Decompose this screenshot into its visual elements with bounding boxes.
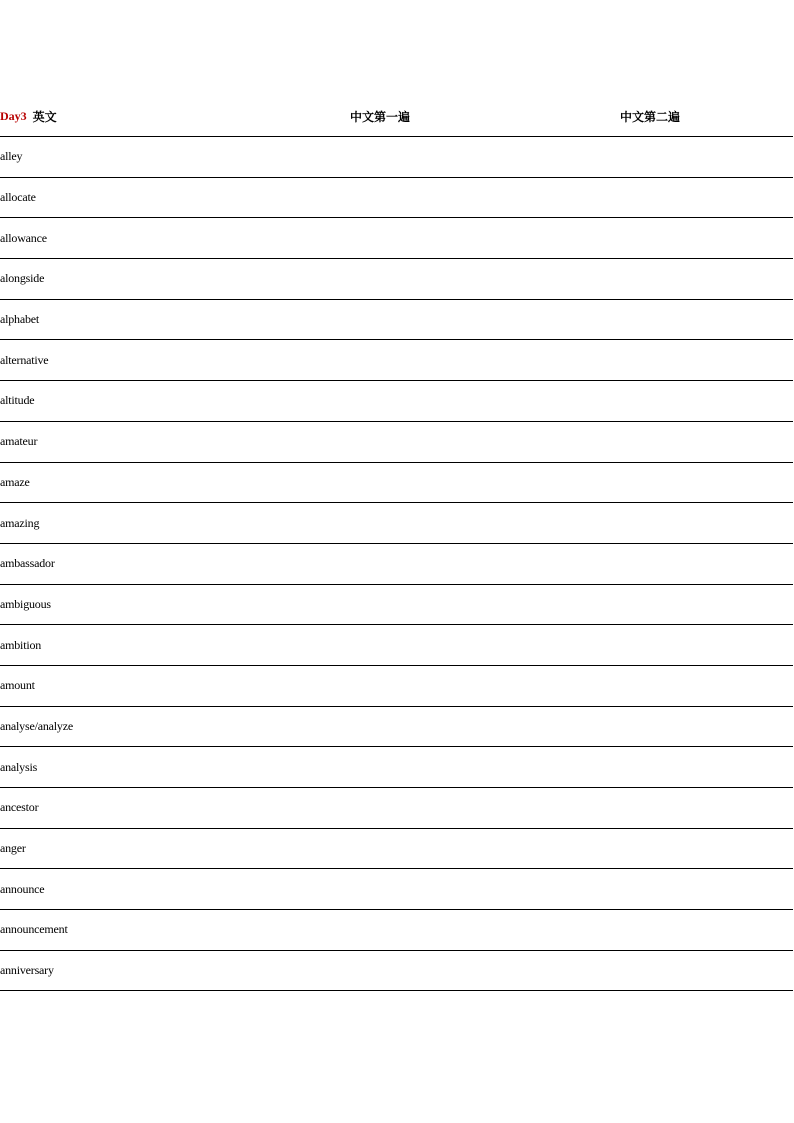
english-word: altitude: [0, 393, 35, 408]
table-row: [0, 463, 793, 504]
chinese-second-pass-cell[interactable]: [620, 137, 793, 177]
chinese-second-pass-cell[interactable]: [620, 707, 793, 747]
english-word: amazing: [0, 515, 40, 530]
chinese-second-pass-cell[interactable]: [620, 340, 793, 380]
english-word-cell: [0, 503, 350, 543]
table-row: [0, 218, 793, 259]
chinese-second-pass-cell[interactable]: [620, 951, 793, 991]
english-word-cell: [0, 137, 350, 177]
chinese-second-pass-cell[interactable]: [620, 869, 793, 909]
chinese-first-pass-cell[interactable]: [350, 585, 620, 625]
table-row: [0, 625, 793, 666]
english-word: anniversary: [0, 963, 54, 978]
english-word: ambiguous: [0, 596, 51, 611]
table-row: [0, 178, 793, 219]
english-word: ambition: [0, 637, 42, 652]
table-row: [0, 381, 793, 422]
chinese-first-pass-cell[interactable]: [350, 422, 620, 462]
english-word-cell: [0, 178, 350, 218]
chinese-first-pass-cell[interactable]: [350, 747, 620, 787]
english-word-cell: [0, 381, 350, 421]
table-row: [0, 340, 793, 381]
english-word: ambassador: [0, 556, 55, 571]
table-row: [0, 910, 793, 951]
english-word: amateur: [0, 434, 38, 449]
chinese-first-pass-cell[interactable]: [350, 503, 620, 543]
chinese-first-pass-cell[interactable]: [350, 788, 620, 828]
english-word-cell: [0, 544, 350, 584]
table-row: [0, 422, 793, 463]
chinese-first-pass-cell[interactable]: [350, 869, 620, 909]
day-label: Day3: [0, 108, 27, 123]
chinese-second-pass-label: 中文第二遍: [620, 109, 681, 124]
chinese-second-pass-cell[interactable]: [620, 625, 793, 665]
chinese-second-pass-cell[interactable]: [620, 259, 793, 299]
english-word-cell: [0, 869, 350, 909]
english-word: amount: [0, 678, 35, 693]
chinese-first-pass-cell[interactable]: [350, 218, 620, 258]
chinese-first-pass-header: [350, 96, 620, 136]
table-row: [0, 137, 793, 178]
table-header-row: [0, 96, 793, 137]
english-word: announcement: [0, 922, 68, 937]
chinese-first-pass-cell[interactable]: [350, 178, 620, 218]
chinese-first-pass-cell[interactable]: [350, 666, 620, 706]
english-word: anger: [0, 841, 26, 856]
chinese-second-pass-cell[interactable]: [620, 178, 793, 218]
chinese-first-pass-cell[interactable]: [350, 340, 620, 380]
english-word: analyse/analyze: [0, 718, 73, 733]
chinese-first-pass-cell[interactable]: [350, 381, 620, 421]
english-word: alley: [0, 149, 23, 164]
chinese-second-pass-header: [620, 96, 793, 136]
chinese-second-pass-cell[interactable]: [620, 585, 793, 625]
english-word-cell: [0, 788, 350, 828]
table-row: [0, 747, 793, 788]
chinese-second-pass-cell[interactable]: [620, 422, 793, 462]
table-row: [0, 951, 793, 992]
english-word: ancestor: [0, 800, 39, 815]
chinese-second-pass-cell[interactable]: [620, 218, 793, 258]
table-row: [0, 869, 793, 910]
chinese-second-pass-cell[interactable]: [620, 829, 793, 869]
english-word-cell: [0, 666, 350, 706]
word-list: [0, 137, 793, 991]
table-row: [0, 300, 793, 341]
chinese-first-pass-cell[interactable]: [350, 544, 620, 584]
chinese-first-pass-cell[interactable]: [350, 951, 620, 991]
chinese-first-pass-cell[interactable]: [350, 259, 620, 299]
english-word-cell: [0, 585, 350, 625]
table-row: [0, 503, 793, 544]
english-header-label: 英文: [32, 109, 57, 124]
english-word-cell: [0, 747, 350, 787]
chinese-second-pass-cell[interactable]: [620, 300, 793, 340]
english-word-cell: [0, 951, 350, 991]
english-word: alphabet: [0, 312, 40, 327]
chinese-second-pass-cell[interactable]: [620, 381, 793, 421]
chinese-second-pass-cell[interactable]: [620, 544, 793, 584]
english-word-cell: [0, 829, 350, 869]
chinese-second-pass-cell[interactable]: [620, 747, 793, 787]
chinese-second-pass-cell[interactable]: [620, 910, 793, 950]
english-word-cell: [0, 422, 350, 462]
chinese-first-pass-cell[interactable]: [350, 463, 620, 503]
english-column-header: [0, 96, 350, 136]
table-row: [0, 707, 793, 748]
english-word-cell: [0, 218, 350, 258]
english-word: analysis: [0, 759, 38, 774]
table-row: [0, 829, 793, 870]
english-word-cell: [0, 625, 350, 665]
english-word: alongside: [0, 271, 45, 286]
chinese-first-pass-cell[interactable]: [350, 829, 620, 869]
chinese-second-pass-cell[interactable]: [620, 788, 793, 828]
english-word: allowance: [0, 230, 47, 245]
chinese-first-pass-label: 中文第一遍: [350, 109, 411, 124]
vocabulary-sheet: [0, 96, 793, 991]
chinese-first-pass-cell[interactable]: [350, 910, 620, 950]
chinese-second-pass-cell[interactable]: [620, 463, 793, 503]
english-word: allocate: [0, 190, 36, 205]
table-row: [0, 788, 793, 829]
english-word: amaze: [0, 474, 30, 489]
table-row: [0, 666, 793, 707]
english-word: announce: [0, 881, 45, 896]
table-row: [0, 544, 793, 585]
chinese-first-pass-cell[interactable]: [350, 707, 620, 747]
english-word-cell: [0, 259, 350, 299]
english-word-cell: [0, 300, 350, 340]
chinese-first-pass-cell[interactable]: [350, 625, 620, 665]
chinese-first-pass-cell[interactable]: [350, 300, 620, 340]
english-word-cell: [0, 707, 350, 747]
chinese-second-pass-cell[interactable]: [620, 503, 793, 543]
chinese-second-pass-cell[interactable]: [620, 666, 793, 706]
english-word-cell: [0, 340, 350, 380]
english-word-cell: [0, 910, 350, 950]
table-row: [0, 585, 793, 626]
chinese-first-pass-cell[interactable]: [350, 137, 620, 177]
table-row: [0, 259, 793, 300]
english-word: alternative: [0, 352, 49, 367]
english-word-cell: [0, 463, 350, 503]
